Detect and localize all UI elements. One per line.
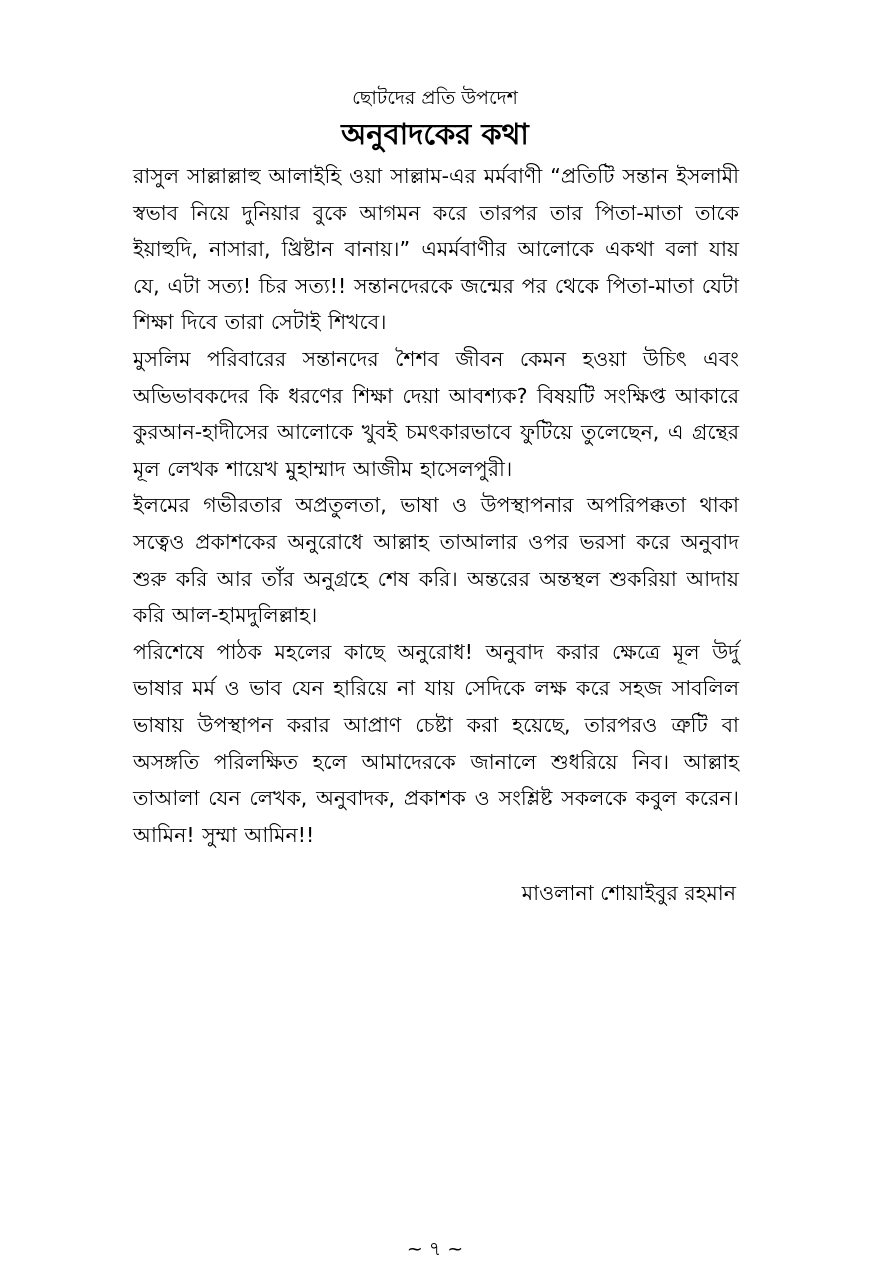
paragraph: রাসুল সাল্লাল্লাহু আলাইহি ওয়া সাল্লাম-এর মর্মবাণী “প্রতিটি সন্তান ইসলামী স্বভাব নিয়ে দুনিয়ার বুকে আগমন করে তারপর তার পিতা-মাতা তাকে ইয়াহুদি, নাসারা, খ্রিষ্টান বানায়।” এমর্মবাণীর আলোকে একথা বলা যায় যে, এটা সত্য! চির সত্য!! সন্তানদেরকে জন্মের পর থেকে পিতা-মাতা যেটা শিক্ষা দিবে তারা সেটাই শিখবে। bbox=[133, 164, 739, 335]
body-text bbox=[133, 158, 739, 853]
page-title: অনুবাদকের কথা bbox=[341, 117, 529, 151]
paragraph: মুসলিম পরিবারের সন্তানদের শৈশব জীবন কেমন হওয়া উচিৎ এবং অভিভাবকদের কি ধরণের শিক্ষা দেয়া আবশ্যক? বিষয়টি সংক্ষিপ্ত আকারে কুরআন-হাদীসের আলোকে খুবই চমৎকারভাবে ফুটিয়ে তুলেছেন, এ গ্রন্থের মূল লেখক শায়েখ মুহাম্মাদ আজীম হাসেলপুরী। bbox=[133, 346, 739, 481]
paragraph: ইলমের গভীরতার অপ্রতুলতা, ভাষা ও উপস্থাপনার অপরিপক্কতা থাকা সত্বেও প্রকাশকের অনুরোধে আল্লাহ তাআলার ওপর ভরসা করে অনুবাদ শুরু করি আর তাঁর অনুগ্রহে শেষ করি। অন্তরের অন্তস্থল শুকরিয়া আদায় করি আল-হামদুলিল্লাহ। bbox=[133, 493, 739, 628]
running-head: ছোটদের প্রতি উপদেশ bbox=[352, 87, 518, 109]
paragraph: পরিশেষে পাঠক মহলের কাছে অনুরোধ! অনুবাদ করার ক্ষেত্রে মূল উর্দু ভাষার মর্ম ও ভাব যেন হারিয়ে না যায় সেদিকে লক্ষ করে সহজ সাবলিল ভাষায় উপস্থাপন করার আপ্রাণ চেষ্টা করা হয়েছে, তারপরও ত্রুটি বা অসঙ্গতি পরিলক্ষিত হলে আমাদেরকে জানালে শুধরিয়ে নিব। আল্লাহ তাআলা যেন লেখক, অনুবাদক, প্রকাশক ও সংশ্লিষ্ট সকলকে কবুল করেন। আমিন! সুম্মা আমিন!! bbox=[133, 639, 739, 847]
page-number: ~ ৭ ~ bbox=[406, 1238, 464, 1260]
translator-signature: মাওলানা শোয়াইবুর রহমান bbox=[521, 881, 736, 905]
